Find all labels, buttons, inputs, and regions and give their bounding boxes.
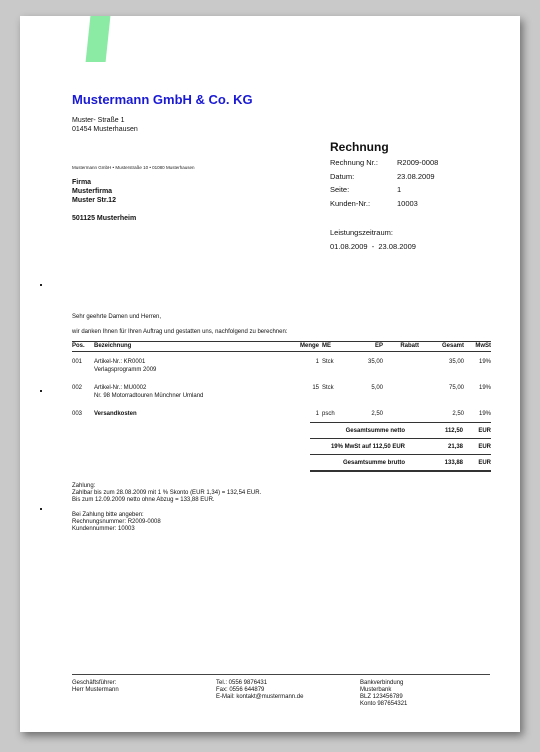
cell-desc	[94, 378, 289, 404]
desc-line2: Verlagsprogramm 2009	[94, 367, 157, 373]
total-amount: 112,50	[444, 427, 463, 434]
invoice-meta-row	[330, 185, 438, 199]
service-period	[330, 226, 416, 253]
cell-desc	[94, 404, 289, 422]
company-address	[72, 116, 138, 134]
col-pos: Pos.	[72, 342, 94, 352]
total-currency: EUR	[478, 427, 491, 434]
recipient-line3: Muster Str.12	[72, 197, 116, 204]
reference-line2: Kundennummer: 10003	[72, 526, 135, 532]
footer-divider	[72, 674, 490, 675]
cell-vat: 19%	[478, 359, 491, 365]
col-ep: EP	[349, 342, 383, 352]
period-value: 01.08.2009 - 23.08.2009	[330, 241, 416, 251]
intro-text: wir danken Ihnen für Ihren Auftrag und gestatten uns, nachfolgend zu berechnen:	[72, 329, 288, 335]
meta-key: Datum:	[330, 171, 355, 181]
invoice-meta-row	[330, 158, 438, 172]
invoice-page	[20, 16, 520, 732]
footer-bank	[360, 680, 407, 708]
letter-text	[72, 314, 287, 344]
cell-pos: 003	[72, 411, 83, 417]
meta-value: R2009-0008	[397, 158, 439, 167]
period-label: Leistungszeitraum:	[330, 228, 393, 237]
footer-text: Musterbank	[360, 687, 392, 693]
cell-rabatt	[383, 378, 419, 404]
cell-ep: 2,50	[371, 411, 383, 417]
invoice-meta-row	[330, 199, 438, 213]
footer-text: Geschäftsführer:	[72, 680, 117, 686]
col-qty: Menge	[289, 342, 319, 352]
footer-text: E-Mail: kontakt@mustermann.de	[216, 694, 304, 700]
meta-value: 1	[397, 185, 402, 194]
total-label: 19% MwSt auf 112,50 EUR	[330, 443, 405, 450]
recipient-line2: Musterfirma	[72, 188, 113, 195]
cell-rabatt	[383, 352, 419, 379]
col-desc: Bezeichnung	[94, 342, 289, 352]
cell-unit: psch	[322, 411, 335, 417]
cell-ep: 5,00	[371, 385, 383, 391]
invoice-meta-row	[330, 172, 438, 186]
company-name: Mustermann GmbH & Co. KG	[72, 92, 253, 107]
recipient-address	[72, 178, 136, 223]
reference-title: Bei Zahlung bitte angeben:	[72, 512, 144, 518]
total-label: Gesamtsumme netto	[345, 427, 405, 434]
total-net-row	[310, 422, 491, 438]
desc-line1: Versandkosten	[94, 411, 137, 417]
col-vat: MwSt	[464, 342, 491, 352]
total-label: Gesamtsumme brutto	[342, 459, 405, 466]
footer-text: Bankverbindung	[360, 680, 404, 686]
cell-pos: 001	[72, 359, 83, 365]
highlighter-mark	[86, 16, 111, 62]
total-amount: 21,38	[447, 443, 463, 450]
payment-reference	[72, 512, 161, 533]
meta-value: 10003	[397, 198, 418, 208]
desc-line1: Artikel-Nr.: MU0002	[94, 385, 147, 391]
cell-unit: Stck	[322, 359, 334, 365]
cell-pos: 002	[72, 385, 83, 391]
footer-text: Fax: 0556 644879	[216, 687, 265, 693]
payment-terms	[72, 483, 261, 504]
invoice-meta	[330, 158, 438, 212]
total-gross-row	[310, 454, 491, 472]
reference-line1: Rechnungsnummer: R2009-0008	[72, 519, 161, 525]
cell-total: 2,50	[452, 411, 464, 417]
table-row	[72, 378, 491, 404]
meta-key: Kunden-Nr.:	[330, 198, 371, 208]
totals-block	[310, 422, 491, 472]
footer-text: BLZ 123456789	[360, 694, 403, 700]
cell-qty: 15	[312, 385, 319, 391]
footer-text: Konto 987654321	[360, 701, 408, 707]
table-row	[72, 352, 491, 379]
meta-key: Rechnung Nr.:	[330, 158, 378, 167]
cell-qty: 1	[315, 359, 319, 365]
fold-mark	[40, 284, 42, 286]
footer-contact	[216, 680, 303, 701]
meta-key: Seite:	[330, 185, 350, 194]
cell-desc	[94, 352, 289, 379]
punch-mark	[40, 390, 42, 392]
total-amount: 133,88	[444, 459, 463, 466]
cell-qty: 1	[315, 411, 319, 417]
company-street: Muster- Straße 1	[72, 117, 125, 124]
payment-line1: Zahlbar bis zum 28.08.2009 mit 1 % Skonto (EUR 1,34) = 132,54 EUR.	[72, 490, 262, 496]
cell-vat: 19%	[478, 411, 491, 417]
col-unit: ME	[319, 342, 349, 352]
cell-ep: 35,00	[367, 359, 383, 365]
recipient-city: 501125 Musterheim	[72, 215, 137, 222]
cell-vat: 19%	[478, 385, 491, 391]
total-currency: EUR	[478, 459, 491, 466]
col-total: Gesamt	[419, 342, 464, 352]
table-header-row	[72, 342, 491, 352]
footer-management	[72, 680, 119, 694]
cell-total: 75,00	[448, 385, 464, 391]
col-rabatt: Rabatt	[383, 342, 419, 352]
sender-line: Mustermann GmbH • Musterstraße 10 • 01080 Musterhausen	[72, 165, 195, 170]
cell-total: 35,00	[448, 359, 464, 365]
meta-value: 23.08.2009	[397, 171, 435, 181]
salutation: Sehr geehrte Damen und Herren,	[72, 314, 162, 320]
items-table	[72, 341, 491, 422]
company-city: 01454 Musterhausen	[72, 126, 138, 133]
footer-text: Tel.: 0556 9876431	[216, 680, 268, 686]
payment-line2: Bis zum 12.09.2009 netto ohne Abzug = 133,88 EUR.	[72, 497, 215, 503]
desc-line1: Artikel-Nr.: KR0001	[94, 359, 146, 365]
total-currency: EUR	[478, 443, 491, 450]
recipient-line1: Firma	[72, 179, 92, 186]
total-vat-row	[310, 438, 491, 454]
cell-unit: Stck	[322, 385, 334, 391]
footer-text: Herr Mustermann	[72, 687, 119, 693]
cell-rabatt	[383, 404, 419, 422]
fold-mark	[40, 508, 42, 510]
payment-title: Zahlung:	[72, 483, 96, 489]
table-row	[72, 404, 491, 422]
invoice-title: Rechnung	[330, 140, 389, 154]
desc-line2: Nr. 98 Motorradtouren Münchner Umland	[94, 393, 204, 399]
